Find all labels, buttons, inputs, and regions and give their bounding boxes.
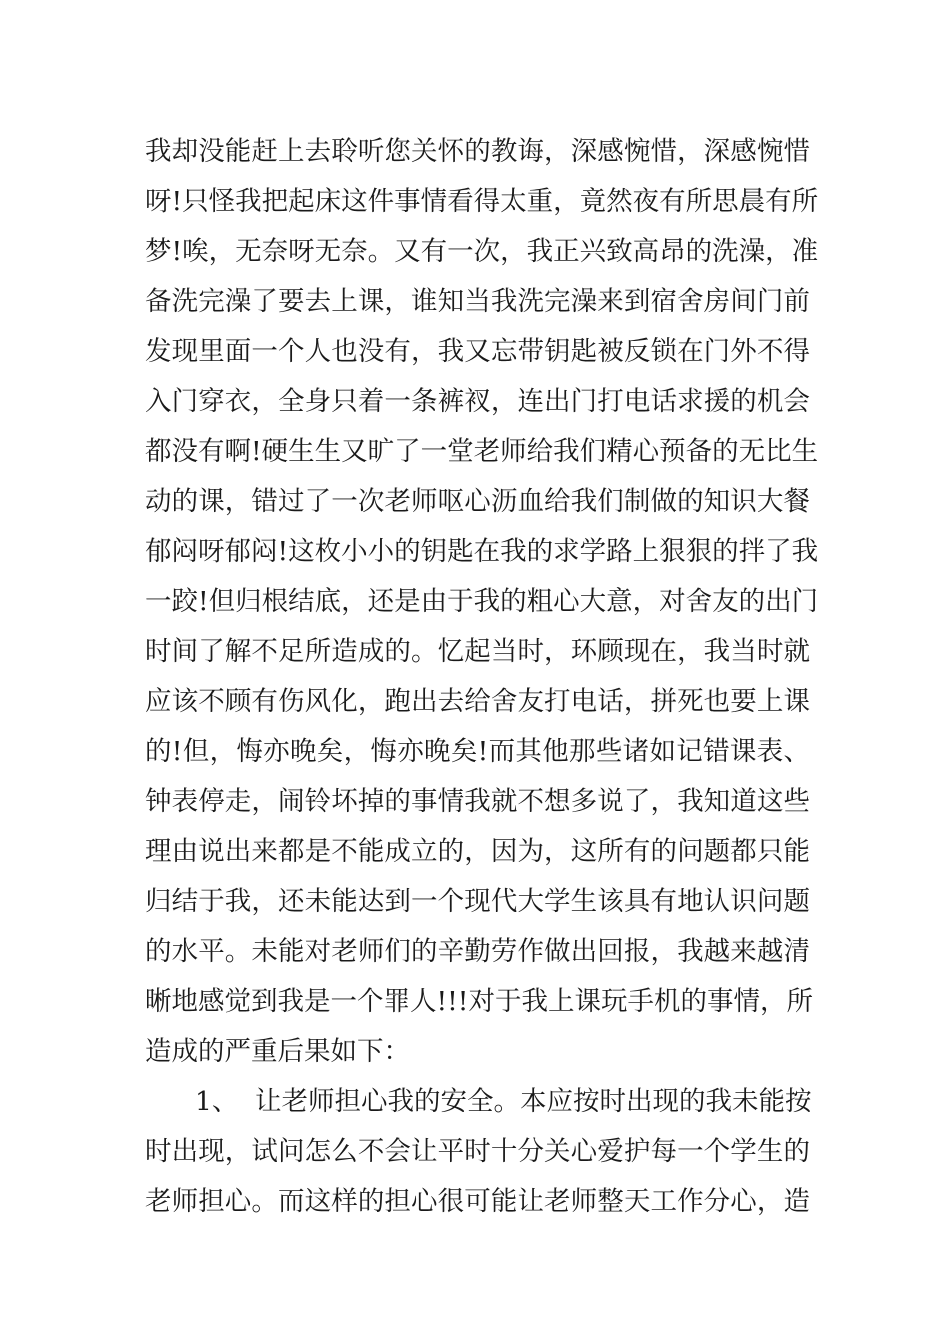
paragraph-line: 晰地感觉到我是一个罪人!!!对于我上课玩手机的事情，所 [145, 986, 813, 1017]
paragraph-line: 造成的严重后果如下： [145, 1036, 410, 1067]
paragraph-line: 郁闷呀郁闷!这枚小小的钥匙在我的求学路上狠狠的拌了我 [145, 536, 819, 567]
paragraph-line: 理由说出来都是不能成立的，因为，这所有的问题都只能 [145, 836, 810, 867]
paragraph-line: 的!但，悔亦晚矣，悔亦晚矣!而其他那些诸如记错课表、 [145, 736, 810, 767]
paragraph-line: 的水平。未能对老师们的辛勤劳作做出回报，我越来越清 [145, 936, 810, 967]
paragraph-line: 时间了解不足所造成的。忆起当时，环顾现在，我当时就 [145, 636, 810, 667]
paragraph-line: 发现里面一个人也没有，我又忘带钥匙被反锁在门外不得 [145, 336, 810, 367]
list-item-line: 时出现，试问怎么不会让平时十分关心爱护每一个学生的 [145, 1136, 810, 1167]
paragraph-line: 梦!唉，无奈呀无奈。又有一次，我正兴致高昂的洗澡，准 [145, 236, 819, 267]
paragraph-line: 我却没能赶上去聆听您关怀的教诲，深感惋惜，深感惋惜 [145, 136, 810, 167]
list-item-number: 1、 [195, 1086, 239, 1117]
paragraph-line: 动的课，错过了一次老师呕心沥血给我们制做的知识大餐 [145, 486, 810, 517]
paragraph-line: 钟表停走，闹铃坏掉的事情我就不想多说了，我知道这些 [145, 786, 810, 817]
paragraph-line: 一跤!但归根结底，还是由于我的粗心大意，对舍友的出门 [145, 586, 819, 617]
paragraph-line: 入门穿衣，全身只着一条裤衩，连出门打电话求援的机会 [145, 386, 810, 417]
paragraph-line: 应该不顾有伤风化，跑出去给舍友打电话，拼死也要上课 [145, 686, 810, 717]
paragraph-line: 呀!只怪我把起床这件事情看得太重，竟然夜有所思晨有所 [145, 186, 819, 217]
paragraph-line: 都没有啊!硬生生又旷了一堂老师给我们精心预备的无比生 [145, 436, 819, 467]
list-item-first-line [145, 1084, 810, 1120]
list-item-line: 老师担心。而这样的担心很可能让老师整天工作分心，造 [145, 1186, 810, 1217]
paragraph-line: 归结于我，还未能达到一个现代大学生该具有地认识问题 [145, 886, 810, 917]
paragraph-line: 备洗完澡了要去上课，谁知当我洗完澡来到宿舍房间门前 [145, 286, 810, 317]
list-item-text: 让老师担心我的安全。本应按时出现的我未能按 [255, 1086, 812, 1117]
